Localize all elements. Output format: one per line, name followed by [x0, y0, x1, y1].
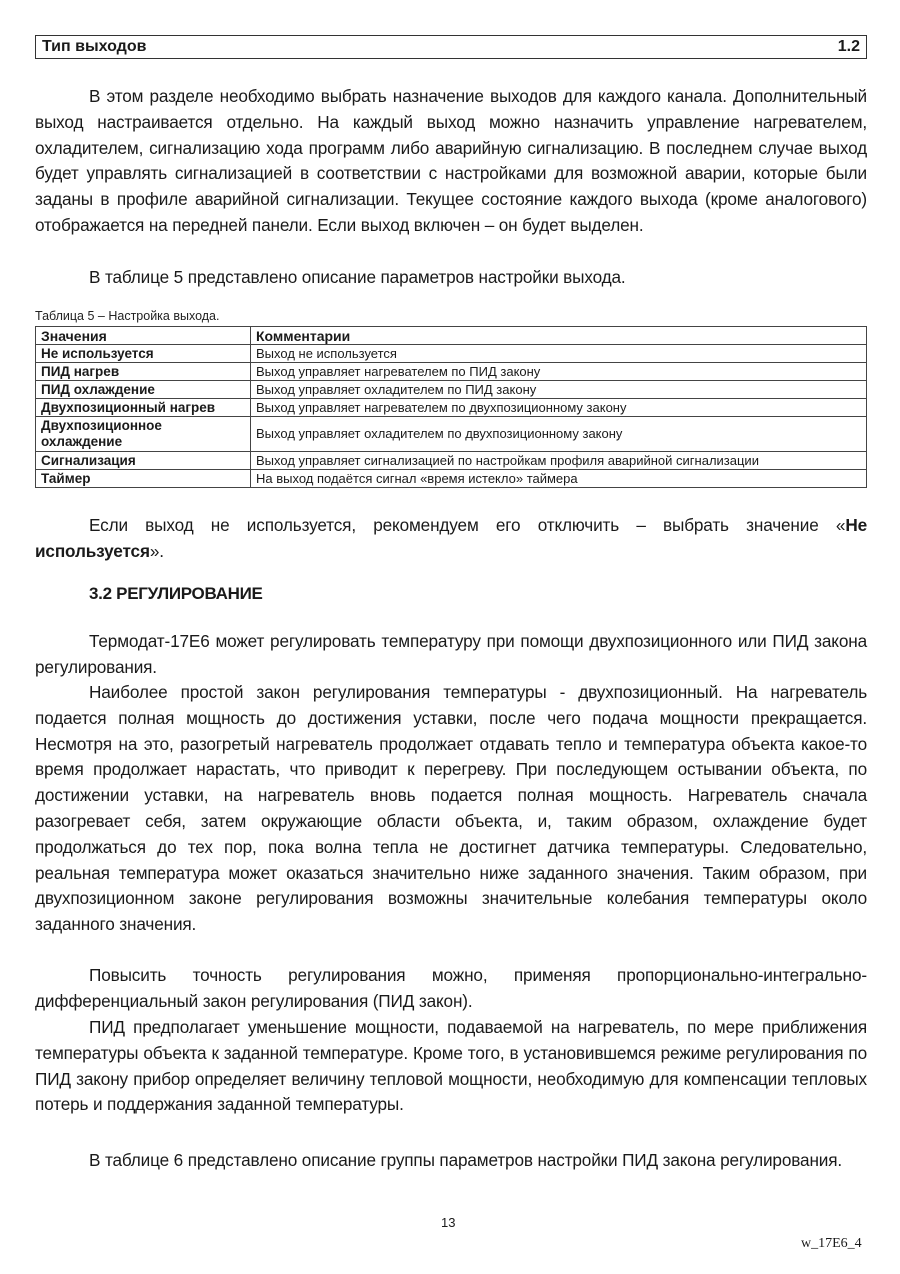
table-cell-comment: Выход управляет нагревателем по двухпозиционному закону [251, 399, 867, 417]
paragraph-output-purpose: В этом разделе необходимо выбрать назначение выходов для каждого канала. Дополнительный выход настраивается отдельно. На каждый выход можно назначить управление нагревателем, охладителем, сигнализацию хода программ либо аварийную сигнализацию. В последнем случае выход будет управлять сигнализацией в соответствии с настройками для возможной аварии, которые были заданы в профиле аварийной сигнализации. Текущее состояние каждого выхода (кроме аналогового) отображается на передней панели. Если выход включен – он будет выделен. [35, 86, 867, 235]
table-cell-comment: Выход управляет охладителем по двухпозиционному закону [251, 417, 867, 452]
text-span: Если выход не используется, рекомендуем его отключить – выбрать значение « [89, 515, 846, 535]
table-row [36, 470, 867, 488]
page-number: 13 [441, 1215, 456, 1230]
paragraph-two-position-law: Наиболее простой закон регулирования температуры - двухпозиционный. На нагреватель подается полная мощность до достижения уставки, после чего подача мощности прекращается. Несмотря на это, разогретый нагреватель продолжает отдавать тепло и температура объекта какое-то время продолжает нарастать, что приводит к перегреву. При последующем остывании объекта, по достижении уставки, на нагреватель вновь подается полная мощность. Нагреватель сначала разогревает себя, затем окружающие области объекта, и, таким образом, охлаждение будет продолжаться до тех пор, пока волна тепла не достигнет датчика температуры. Следовательно, реальная температура может оказаться значительно ниже заданного значения. Таким образом, при двухпозиционном законе регулирования возможны значительные колебания температуры около заданного значения. [35, 682, 867, 935]
table-cell-comment: Выход управляет нагревателем по ПИД закону [251, 363, 867, 381]
table-cell-comment: Выход управляет охладителем по ПИД закону [251, 381, 867, 399]
table-row [36, 345, 867, 363]
paragraph-pid-description: ПИД предполагает уменьшение мощности, подаваемой на нагреватель, по мере приближения температуры объекта к заданной температуре. Кроме того, в установившемся режиме регулирования по ПИД закону прибор определяет величину тепловой мощности, необходимую для компенсации тепловых потерь и поддержания заданной температуры. [35, 1017, 867, 1115]
paragraph-table5-intro: В таблице 5 представлено описание параметров настройки выхода. [89, 267, 626, 287]
table5-output-settings [35, 326, 867, 488]
table-cell-comment: На выход подаётся сигнал «время истекло» таймера [251, 470, 867, 488]
table-row [36, 399, 867, 417]
table-cell-value: Двухпозиционное охлаждение [36, 417, 251, 452]
table-header-comments: Комментарии [251, 327, 867, 345]
table-cell-value: Сигнализация [36, 452, 251, 470]
section-heading-regulation: 3.2 РЕГУЛИРОВАНИЕ [89, 584, 263, 603]
table-row [36, 417, 867, 452]
table-cell-value: Не используется [36, 345, 251, 363]
table-header-row [36, 327, 867, 345]
paragraph-unused-recommendation [35, 513, 867, 565]
document-code: w_17E6_4 [801, 1236, 862, 1251]
table-cell-value: ПИД охлаждение [36, 381, 251, 399]
bold-term-not-used: Не используется [35, 515, 867, 561]
paragraph-table6-intro: В таблице 6 представлено описание группы параметров настройки ПИД закона регулирования. [89, 1150, 843, 1170]
paragraph-pid-accuracy: Повысить точность регулирования можно, применяя пропорционально-интегрально-дифференциальный закон регулирования (ПИД закон). [35, 965, 867, 1011]
table-cell-value: Таймер [36, 470, 251, 488]
table-cell-comment: Выход управляет сигнализацией по настройкам профиля аварийной сигнализации [251, 452, 867, 470]
table-row [36, 452, 867, 470]
table-cell-value: ПИД нагрев [36, 363, 251, 381]
table-header-values: Значения [36, 327, 251, 345]
table-cell-value: Двухпозиционный нагрев [36, 399, 251, 417]
section-header-number: 1.2 [837, 38, 860, 55]
section-header-box [35, 35, 867, 59]
table5-caption: Таблица 5 – Настройка выхода. [35, 309, 220, 323]
paragraph-regulation-intro: Термодат-17Е6 может регулировать температуру при помощи двухпозиционного или ПИД закона регулирования. [35, 631, 867, 677]
table-row [36, 363, 867, 381]
section-header-title: Тип выходов [42, 38, 147, 55]
table-row [36, 381, 867, 399]
table-cell-comment: Выход не используется [251, 345, 867, 363]
text-span: ». [149, 540, 164, 561]
